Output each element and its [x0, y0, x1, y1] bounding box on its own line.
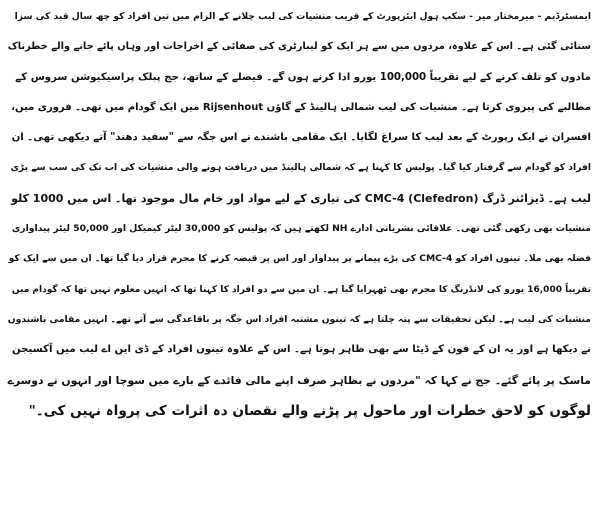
article-line-10: تقریباً 16,000 یورو کی لانڈرنگ کا مجرم بھی ٹھہرایا گیا ہے۔ ان میں سے دو افراد کا کہنا تھا کہ انہیں معلوم نہیں تھا کہ گودام میں	[11, 284, 591, 295]
article-line-11: منشیات کی لیب ہے۔ لیکن تحقیقات سے پتہ چلتا ہے کہ تینوں مشتبہ افراد اس جگہ پر باقاعدگی سے آتے تھے۔ انہیں مقامی باشندوں	[7, 313, 591, 325]
article-line-2: سنائی گئی ہے۔ اس کے علاوہ، مردوں میں سے ہر ایک کو لیبارٹری کی صفائی کے اخراجات اور وہاں پائے جانے والے خطرناک	[7, 41, 591, 53]
article-line-1: ایمسٹرڈیم - میرمختار میر - سکپ ہول ایئرپورٹ کے قریب منشیات کی لیب چلانے کے الزام میں تین افراد کو چھ سال قید کی سزا	[14, 11, 591, 22]
article-line-6: افراد کو گودام سے گرفتار کیا گیا۔ پولیس کا کہنا ہے کہ شمالی ہالینڈ میں دریافت ہونے والی منشیات کی اب تک کی سب سے بڑی	[10, 162, 591, 174]
article-line-14: لوگوں کو لاحق خطرات اور ماحول پر پڑنے والے نقصان دہ اثرات کی پرواہ نہیں کی۔"	[28, 402, 591, 419]
news-article	[6, 2, 591, 518]
article-line-13: ماسک پر پائے گئے۔ جج نے کہا کہ "مردوں نے بظاہر صرف اپنے مالی فائدے کے بارے میں سوچا اور انہوں نے دوسرے	[7, 373, 591, 387]
article-line-5: افسران نے ایک رپورٹ کے بعد لیب کا سراغ لگایا۔ ایک مقامی باشندے نے اس جگہ سے "سفید دھند" آتے دیکھی تھی۔ ان	[11, 132, 591, 144]
article-line-9: فضلہ بھی ملا۔ تینوں افراد کو CMC-4 کی بڑے پیمانے پر پیداوار اور اس پر قبضہ کرنے کا مجرم قرار دیا گیا تھا۔ ان میں سے ایک کو	[8, 253, 591, 265]
article-line-4: مطالبے کی پیروی کرتا ہے۔ منشیات کی لیب شمالی ہالینڈ کے گاؤں Rijsenhout میں ایک گودام میں تھی۔ فروری میں،	[11, 101, 591, 113]
article-line-7: لیب ہے۔ ڈیزائنر ڈرگ CMC-4 (Clefedron) کی تیاری کے لیے مواد اور خام مال موجود تھا۔ اس میں 1000 کلو	[11, 191, 591, 205]
article-line-12: نے دیکھا ہے اور یہ ان کے فون کے ڈیٹا سے بھی ظاہر ہوتا ہے۔ اس کے علاوہ تینوں افراد کے ڈی این اے لیب میں آکسیجن	[12, 344, 591, 356]
article-line-8: منشیات بھی رکھی گئی تھی۔ علاقائی نشریاتی ادارے NH لکھتے ہیں کہ پولیس کو 30,000 لیٹر کیمیکل اور 50,000 لیٹر پیداواری	[11, 223, 591, 235]
article-line-3: مادوں کو تلف کرنے کے لیے تقریباً 100,000 یورو ادا کرنے ہوں گے۔ فیصلے کے ساتھ، جج پبلک پراسیکیوشن سروس کے	[15, 71, 591, 83]
